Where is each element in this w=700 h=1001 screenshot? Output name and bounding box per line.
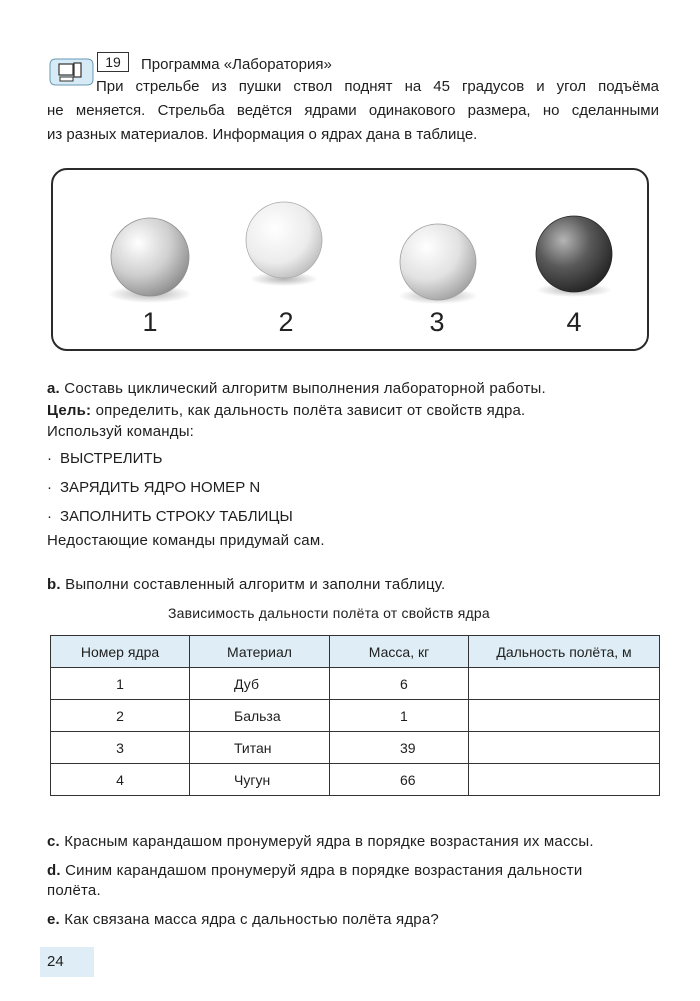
- table-header-row: [51, 636, 660, 668]
- sphere-label: 3: [429, 307, 445, 337]
- sphere-label: 2: [278, 307, 294, 337]
- part-e-marker: e.: [47, 911, 60, 928]
- cell-number: 4: [51, 764, 190, 796]
- cell-mass: 1: [330, 700, 469, 732]
- part-a-text: Составь циклический алгоритм выполнения лабораторной работы.: [64, 380, 546, 397]
- cell-distance[interactable]: [469, 732, 660, 764]
- command-text: ЗАПОЛНИТЬ СТРОКУ ТАБЛИЦЫ: [60, 508, 293, 525]
- header-material: Материал: [190, 636, 330, 668]
- cell-material: Титан: [190, 732, 330, 764]
- part-c-line: [47, 833, 594, 850]
- part-d-line1: [47, 862, 582, 879]
- part-d-marker: d.: [47, 862, 61, 879]
- cell-material: Дуб: [190, 668, 330, 700]
- command-text: ВЫСТРЕЛИТЬ: [60, 450, 163, 467]
- missing-commands-text: Недостающие команды придумай сам.: [47, 532, 325, 549]
- sphere-label: 4: [566, 307, 582, 337]
- task-title: Программа «Лаборатория»: [141, 56, 332, 73]
- part-a-line1: [47, 380, 546, 397]
- task-number: 19: [97, 52, 129, 72]
- page-number: 24: [40, 947, 94, 977]
- command-item: · ЗАРЯДИТЬ ЯДРО НОМЕР N: [47, 479, 261, 496]
- table-row: [51, 668, 660, 700]
- part-a-goal: [47, 402, 525, 419]
- header-mass: Масса, кг: [330, 636, 469, 668]
- intro-line: не меняется. Стрельба ведётся ядрами одинакового размера, но сделанными: [47, 102, 659, 119]
- table-row: [51, 732, 660, 764]
- cell-material: Бальза: [190, 700, 330, 732]
- cell-mass: 66: [330, 764, 469, 796]
- command-item: · ЗАПОЛНИТЬ СТРОКУ ТАБЛИЦЫ: [47, 508, 293, 525]
- sphere-3: [400, 224, 476, 300]
- part-e-text: Как связана масса ядра с дальностью полёта ядра?: [64, 911, 439, 928]
- header-distance: Дальность полёта, м: [469, 636, 660, 668]
- cell-distance[interactable]: [469, 668, 660, 700]
- cell-number: 3: [51, 732, 190, 764]
- part-c-text: Красным карандашом пронумеруй ядра в порядке возрастания их массы.: [64, 833, 594, 850]
- intro-text: [47, 75, 659, 147]
- part-d-line2: полёта.: [47, 882, 101, 899]
- cell-distance[interactable]: [469, 764, 660, 796]
- part-d-text: Синим карандашом пронумеруй ядра в порядке возрастания дальности: [65, 862, 583, 879]
- use-commands-text: Используй команды:: [47, 423, 195, 440]
- part-b-marker: b.: [47, 576, 61, 593]
- command-item: · ВЫСТРЕЛИТЬ: [47, 450, 163, 467]
- cell-number: 2: [51, 700, 190, 732]
- cell-mass: 39: [330, 732, 469, 764]
- part-a-marker: a.: [47, 380, 60, 397]
- header-number: Номер ядра: [51, 636, 190, 668]
- sphere-4: [536, 216, 612, 292]
- sphere-1: [111, 218, 189, 296]
- table-row: [51, 700, 660, 732]
- table-caption: Зависимость дальности полёта от свойств ядра: [168, 605, 490, 621]
- intro-line: При стрельбе из пушки ствол поднят на 45 градусов и угол подъёма: [96, 78, 659, 95]
- part-c-marker: c.: [47, 833, 60, 850]
- cell-number: 1: [51, 668, 190, 700]
- sphere-label: 1: [142, 307, 158, 337]
- part-e-line: [47, 911, 439, 928]
- data-table: [50, 635, 660, 796]
- goal-label: Цель:: [47, 402, 92, 419]
- part-b-text: Выполни составленный алгоритм и заполни таблицу.: [65, 576, 446, 593]
- goal-text: определить, как дальность полёта зависит от свойств ядра.: [95, 402, 526, 419]
- table-row: [51, 764, 660, 796]
- command-text: ЗАРЯДИТЬ ЯДРО НОМЕР N: [60, 479, 261, 496]
- intro-line: из разных материалов. Информация о ядрах дана в таблице.: [47, 126, 478, 143]
- cell-distance[interactable]: [469, 700, 660, 732]
- part-b-line: [47, 576, 445, 593]
- cell-mass: 6: [330, 668, 469, 700]
- cell-material: Чугун: [190, 764, 330, 796]
- sphere-2: [246, 202, 322, 278]
